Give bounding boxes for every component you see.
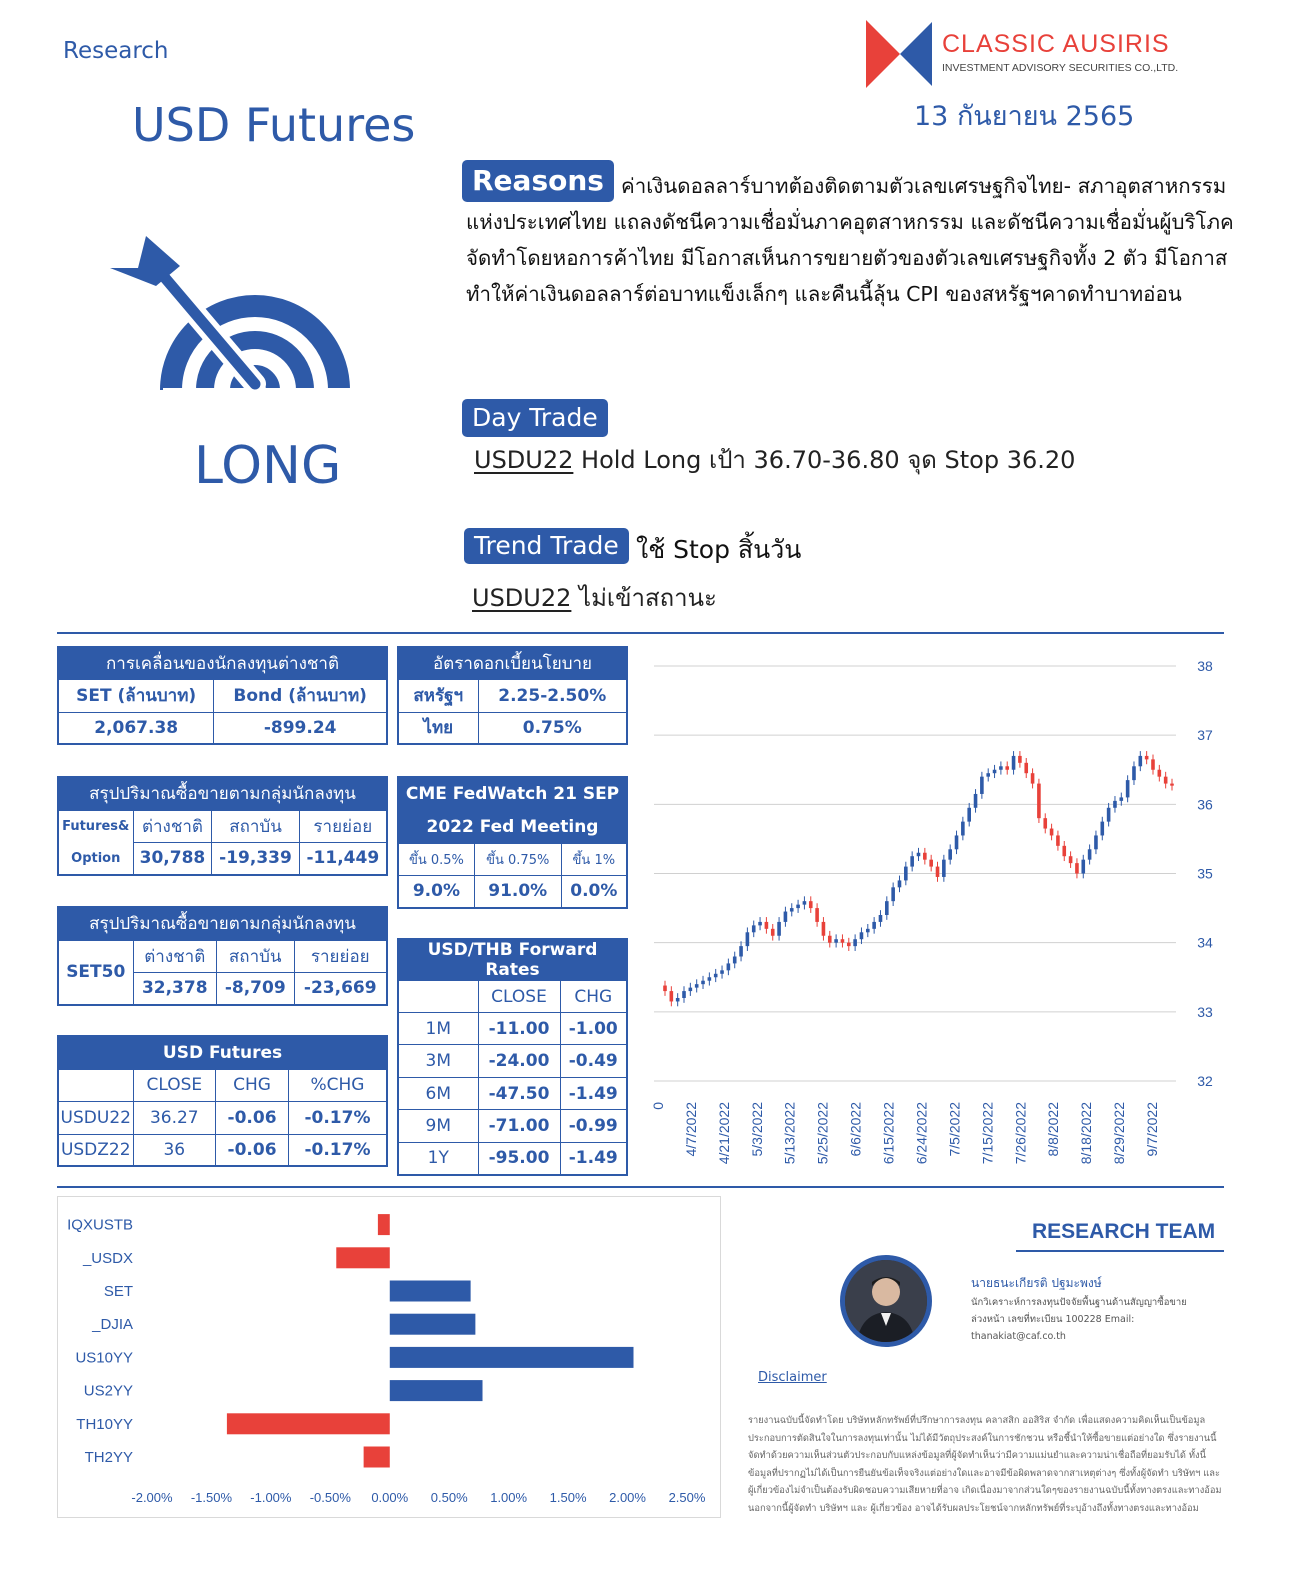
candle-body (904, 867, 908, 881)
policy-rate-value: 2.25-2.50% (478, 679, 627, 712)
candle-body (961, 822, 965, 836)
x-tick-label: 9/7/2022 (1144, 1102, 1160, 1157)
usd-futures-symbol: USDZ22 (58, 1134, 133, 1166)
candle-body (898, 880, 902, 887)
futures-option-value: 30,788 (133, 842, 212, 875)
x-tick-label: 0 (650, 1102, 666, 1110)
forward-rates-chg: -1.00 (560, 1013, 627, 1045)
futures-option-value: -19,339 (212, 842, 299, 875)
candle-body (746, 932, 750, 946)
fedwatch-header: ขึ้น 1% (561, 843, 627, 875)
forward-rates-tenor: 6M (398, 1078, 478, 1110)
forward-rates-title: USD/THB Forward Rates (398, 939, 627, 981)
bar-x-tick-label: 1.50% (549, 1490, 587, 1505)
bar (390, 1380, 483, 1401)
set50-summary-table (57, 906, 388, 1006)
usd-futures-chg: -0.06 (216, 1134, 289, 1166)
y-tick-label: 36 (1197, 796, 1213, 813)
candle-body (1145, 756, 1149, 759)
usd-futures-close: 36 (133, 1134, 216, 1166)
forward-rates-close: -95.00 (478, 1143, 560, 1175)
candle-body (1056, 835, 1060, 845)
foreign-flow-value: -899.24 (214, 712, 387, 744)
set50-summary-title: สรุปปริมาณซื้อขายตามกลุ่มนักลงทุน (58, 907, 387, 940)
candle-body (1088, 849, 1092, 859)
candle-body (727, 963, 731, 970)
company-subtitle: INVESTMENT ADVISORY SECURITIES CO.,LTD. (942, 62, 1179, 74)
candle-body (1120, 797, 1124, 800)
market-change-bar-chart (57, 1196, 721, 1518)
candle-body (739, 946, 743, 956)
set50-value: 32,378 (133, 972, 217, 1005)
candle-body (809, 901, 813, 908)
candle-body (974, 794, 978, 808)
bar (390, 1314, 476, 1335)
y-tick-label: 38 (1197, 658, 1213, 674)
candle-body (1132, 766, 1136, 780)
candle-body (955, 835, 959, 849)
foreign-flow-table (57, 646, 388, 745)
x-tick-label: 6/6/2022 (847, 1102, 864, 1157)
candle-body (834, 939, 838, 942)
candle-body (758, 922, 762, 925)
trend-trade-symbol: USDU22 (472, 584, 572, 612)
analyst-role-line-1: นักวิเคราะห์การลงทุนปัจจัยพื้นฐานด้านสัญญาซื้อขาย (971, 1297, 1187, 1308)
bar (227, 1413, 390, 1434)
set50-label: SET50 (58, 940, 133, 1005)
x-tick-label: 4/21/2022 (715, 1102, 732, 1165)
trend-trade-tag: Trend Trade (464, 528, 629, 564)
x-tick-label: 5/13/2022 (781, 1102, 798, 1165)
usdthb-candlestick-chart (640, 650, 1230, 1170)
candle-body (847, 943, 851, 946)
usd-futures-blank (58, 1069, 133, 1101)
candle-body (980, 777, 984, 794)
research-team-title: RESEARCH TEAM (1032, 1220, 1216, 1243)
candle-body (1005, 766, 1009, 769)
candle-body (790, 908, 794, 911)
set50-header: รายย่อย (294, 940, 387, 972)
candle-body (885, 901, 889, 915)
futures-option-value: -11,449 (299, 842, 387, 875)
bar (364, 1447, 390, 1468)
x-tick-label: 6/15/2022 (880, 1102, 897, 1165)
forward-rates-tenor: 3M (398, 1045, 478, 1078)
futures-option-label: Futures& (58, 810, 133, 842)
candle-body (828, 936, 832, 943)
candle-body (803, 901, 807, 904)
fedwatch-value: 9.0% (398, 875, 474, 908)
candle-body (910, 856, 914, 866)
forward-rates-header: CLOSE (478, 981, 560, 1013)
bar-category-label: SET (103, 1283, 133, 1300)
x-tick-label: 6/24/2022 (913, 1102, 930, 1165)
report-date: 13 กันยายน 2565 (914, 101, 1135, 132)
x-tick-label: 8/29/2022 (1111, 1102, 1128, 1165)
usd-futures-table (57, 1035, 388, 1167)
disclaimer-text: รายงานฉบับนี้จัดทำโดย บริษัทหลักทรัพย์ที่ปรึกษาการลงทุน คลาสสิก ออสิริส จำกัด เพื่อแสดงความคิดเห็นเป็นข้อมูลประกอบการตัดสินใจในการลงทุนเท่านั้น ไม่ได้มีวัตถุประสงค์ในการชักชวน หรือชี้นำให้ซื้อขายแต่อย่างใด ซึ่งรายงานนี้จัดทำด้วยความเห็นส่วนตัวประกอบกับแหล่งข้อมูลที่ผู้จัดทำเห็นว่ามีความแม่นยำและความน่าเชื่อถือที่ยอมรับได้ ทั้งนี้ข้อมูลที่ปรากฏไม่ได้เป็นการยืนยันข้อเท็จจริงแต่อย่างใดและอาจมีข้อผิดพลาดจากสาเหตุต่างๆ ซึ่งทั้งผู้จัดทำ บริษัทฯ และผู้เกี่ยวข้องไม่จำเป็นต้องรับผิดชอบความเสียหายที่อาจ เกิดเนื่องมาจากส่วนใดๆของรายงานฉบับนี้ทั้งทางตรงและทางอ้อม นอกจากนี้ผู้จัดทำ บริษัทฯ และ ผู้เกี่ยวข้อง อาจได้รับผลประโยชน์จากหลักทรัพย์ที่ระบุอ้างถึงทั้งทางตรงและทางอ้อม (748, 1415, 1222, 1514)
forward-rates-chg: -0.49 (560, 1045, 627, 1078)
usd-futures-header: CHG (216, 1069, 289, 1101)
foreign-flow-value: 2,067.38 (58, 712, 214, 744)
candle-body (866, 929, 870, 932)
set50-header: สถาบัน (217, 940, 295, 972)
disclaimer-link[interactable]: Disclaimer (758, 1370, 827, 1385)
fedwatch-header: ขึ้น 0.5% (398, 843, 474, 875)
candle-body (1024, 763, 1028, 773)
x-tick-label: 8/18/2022 (1078, 1102, 1095, 1165)
usd-futures-header: %CHG (288, 1069, 387, 1101)
position-label: LONG (194, 436, 342, 496)
usd-futures-table-title: USD Futures (58, 1036, 387, 1069)
candle-body (695, 984, 699, 987)
forward-rates-chg: -1.49 (560, 1078, 627, 1110)
candle-body (1107, 808, 1111, 822)
candle-body (1126, 780, 1130, 797)
bar-x-tick-label: 1.00% (490, 1490, 528, 1505)
bar-category-label: _USDX (82, 1249, 133, 1267)
futures-option-header: ต่างชาติ (133, 810, 212, 842)
trend-trade-stop: ใช้ Stop สิ้นวัน (636, 535, 802, 564)
candle-body (663, 986, 667, 992)
bar-x-tick-label: -1.00% (250, 1490, 292, 1505)
candle-body (733, 957, 737, 964)
candle-body (822, 922, 826, 936)
candle-body (1050, 829, 1054, 836)
reasons-tag: Reasons (462, 160, 614, 202)
y-tick-label: 37 (1197, 727, 1213, 744)
trend-trade-line (472, 578, 717, 617)
bar-category-label: US2YY (83, 1382, 133, 1400)
futures-option-header: รายย่อย (299, 810, 387, 842)
bar-category-label: IQXUSTB (67, 1216, 133, 1234)
fedwatch-value: 0.0% (561, 875, 627, 908)
bar (378, 1214, 390, 1235)
day-trade-tag: Day Trade (462, 399, 608, 437)
bar (390, 1347, 634, 1368)
candle-body (1018, 756, 1022, 763)
candle-body (936, 867, 940, 877)
candle-body (1012, 756, 1016, 770)
usd-futures-pct: -0.17% (288, 1101, 387, 1134)
reasons-text: ค่าเงินดอลลาร์บาทต้องติดตามตัวเลขเศรษฐกิจไทย- สภาอุตสาหกรรมแห่งประเทศไทย แถลงดัชนีความเชื่อมั่นภาคอุตสาหกรรม และดัชนีความเชื่อมั่นผู้บริโภค จัดทำโดยหอการค้าไทย มีโอกาสเห็นการขยายตัวของตัวเลขเศรษฐกิจทั้ง 2 ตัว มีโอกาสทำให้ค่าเงินดอลลาร์ต่อบาทแข็งเล็กๆ และคืนนี้ลุ้น CPI ของสหรัฐฯคาดทำบาทอ่อน (466, 174, 1234, 306)
day-trade-text: Hold Long เป้า 36.70-36.80 จุด Stop 36.20 (573, 446, 1076, 474)
fedwatch-title-1: CME FedWatch 21 SEP (398, 777, 627, 810)
candle-body (708, 977, 712, 980)
fedwatch-header: ขึ้น 0.75% (474, 843, 561, 875)
candle-body (701, 981, 705, 984)
day-trade-symbol: USDU22 (474, 446, 574, 474)
set50-value: -8,709 (217, 972, 295, 1005)
foreign-flow-title: การเคลื่อนของนักลงทุนต่างชาติ (58, 647, 387, 679)
trend-trade-text: ไม่เข้าสถานะ (571, 584, 717, 612)
x-tick-label: 8/8/2022 (1045, 1102, 1062, 1157)
section-divider-bottom (57, 1186, 1224, 1188)
candle-body (891, 887, 895, 901)
candle-body (879, 915, 883, 922)
candle-body (1151, 759, 1155, 769)
candle-body (853, 939, 857, 946)
bar-x-tick-label: 2.50% (668, 1490, 706, 1505)
analyst-role-line-2: ล่วงหน้า เลขที่ทะเบียน 100228 Email: (971, 1314, 1135, 1325)
bar (336, 1247, 390, 1268)
bar-category-label: US10YY (75, 1349, 133, 1367)
bar-category-label: TH10YY (76, 1415, 133, 1433)
candle-body (1069, 856, 1073, 863)
forward-rates-chg: -1.49 (560, 1143, 627, 1175)
foreign-flow-header: SET (ล้านบาท) (58, 679, 214, 712)
candle-body (942, 860, 946, 877)
forward-rates-close: -24.00 (478, 1045, 560, 1078)
day-trade-line (474, 440, 1075, 479)
x-tick-label: 5/3/2022 (748, 1102, 765, 1157)
candle-body (765, 922, 769, 929)
bar-x-tick-label: 2.00% (609, 1490, 646, 1505)
forward-rates-tenor: 1M (398, 1013, 478, 1045)
usd-futures-pct: -0.17% (288, 1134, 387, 1166)
usd-futures-chg: -0.06 (216, 1101, 289, 1134)
company-logo-icon (866, 20, 936, 88)
set50-value: -23,669 (294, 972, 387, 1005)
forward-rates-table (397, 938, 628, 1176)
candle-body (999, 766, 1003, 769)
x-tick-label: 7/26/2022 (1012, 1102, 1029, 1165)
candle-body (771, 929, 775, 936)
candle-body (784, 912, 788, 922)
candle-body (1081, 860, 1085, 874)
bar-category-label: TH2YY (84, 1449, 133, 1466)
candle-body (689, 988, 693, 991)
futures-option-summary-title: สรุปปริมาณซื้อขายตามกลุ่มนักลงทุน (58, 777, 387, 810)
candle-body (1037, 784, 1041, 819)
x-tick-label: 7/5/2022 (946, 1102, 963, 1157)
candle-body (993, 770, 997, 773)
candle-body (986, 773, 990, 776)
forward-rates-close: -71.00 (478, 1110, 560, 1143)
candle-body (929, 860, 933, 867)
candle-body (860, 932, 864, 939)
candle-body (796, 905, 800, 908)
bar-x-tick-label: 0.50% (430, 1490, 468, 1505)
bar (390, 1281, 471, 1302)
research-team-rule (1016, 1250, 1224, 1252)
page-title: USD Futures (132, 98, 416, 152)
candle-body (841, 939, 845, 942)
candle-body (1139, 756, 1143, 766)
usd-futures-close: 36.27 (133, 1101, 216, 1134)
x-tick-label: 5/25/2022 (814, 1102, 831, 1165)
forward-rates-close: -47.50 (478, 1078, 560, 1110)
bar-x-tick-label: -2.00% (131, 1490, 173, 1505)
bar-x-tick-label: -1.50% (190, 1490, 233, 1505)
candle-body (948, 849, 952, 859)
fedwatch-title-2: 2022 Fed Meeting (398, 810, 627, 843)
futures-option-summary-table (57, 776, 388, 876)
usd-futures-header: CLOSE (133, 1069, 216, 1101)
forward-rates-tenor: 1Y (398, 1143, 478, 1175)
futures-option-label: Option (58, 842, 133, 875)
candle-body (1170, 784, 1174, 786)
y-tick-label: 35 (1197, 865, 1213, 882)
candle-body (1075, 863, 1079, 873)
candle-body (917, 853, 921, 856)
section-divider-top (57, 632, 1224, 634)
target-arrow-icon (108, 232, 358, 397)
analyst-email[interactable]: thanakiat@caf.co.th (971, 1331, 1066, 1342)
candle-body (815, 908, 819, 922)
bar-x-tick-label: -0.50% (309, 1490, 351, 1505)
candle-body (752, 925, 756, 932)
research-label: Research (63, 38, 169, 64)
fedwatch-value: 91.0% (474, 875, 561, 908)
company-name: CLASSIC AUSIRIS (942, 30, 1170, 58)
forward-rates-header: CHG (560, 981, 627, 1013)
bar-category-label: _DJIA (92, 1316, 133, 1334)
policy-rate-title: อัตราดอกเบี้ยนโยบาย (398, 647, 627, 679)
usd-futures-symbol: USDU22 (58, 1101, 133, 1134)
analyst-name: นายธนะเกียรติ ปฐมะพงษ์ (971, 1276, 1102, 1290)
forward-rates-chg: -0.99 (560, 1110, 627, 1143)
candle-body (1094, 835, 1098, 849)
forward-rates-close: -11.00 (478, 1013, 560, 1045)
fedwatch-table (397, 776, 628, 909)
futures-option-header: สถาบัน (212, 810, 299, 842)
x-tick-label: 7/15/2022 (979, 1102, 996, 1165)
candle-body (923, 853, 927, 860)
candle-body (1062, 846, 1066, 856)
analyst-role (971, 1294, 1221, 1345)
candle-body (967, 808, 971, 822)
policy-rate-country: ไทย (398, 712, 478, 744)
candle-body (714, 974, 718, 977)
bar-x-tick-label: 0.00% (371, 1490, 409, 1505)
forward-rates-tenor: 9M (398, 1110, 478, 1143)
candle-body (720, 970, 724, 973)
candle-body (777, 922, 781, 936)
candle-body (1164, 777, 1168, 784)
policy-rate-value: 0.75% (478, 712, 627, 744)
policy-rate-table (397, 646, 628, 745)
candle-body (1043, 818, 1047, 828)
y-tick-label: 34 (1197, 934, 1213, 951)
analyst-avatar (840, 1255, 932, 1347)
set50-header: ต่างชาติ (133, 940, 217, 972)
forward-rates-blank (398, 981, 478, 1013)
policy-rate-country: สหรัฐฯ (398, 679, 478, 712)
candle-body (872, 922, 876, 929)
candle-body (682, 991, 686, 998)
candle-body (1100, 822, 1104, 836)
foreign-flow-header: Bond (ล้านบาท) (214, 679, 387, 712)
y-tick-label: 32 (1197, 1073, 1213, 1089)
candle-body (670, 991, 674, 1001)
candle-body (676, 998, 680, 1001)
candle-body (1158, 770, 1162, 777)
candle-body (1031, 773, 1035, 783)
x-tick-label: 4/7/2022 (682, 1102, 699, 1157)
y-tick-label: 33 (1197, 1003, 1213, 1020)
candle-body (1113, 801, 1117, 808)
